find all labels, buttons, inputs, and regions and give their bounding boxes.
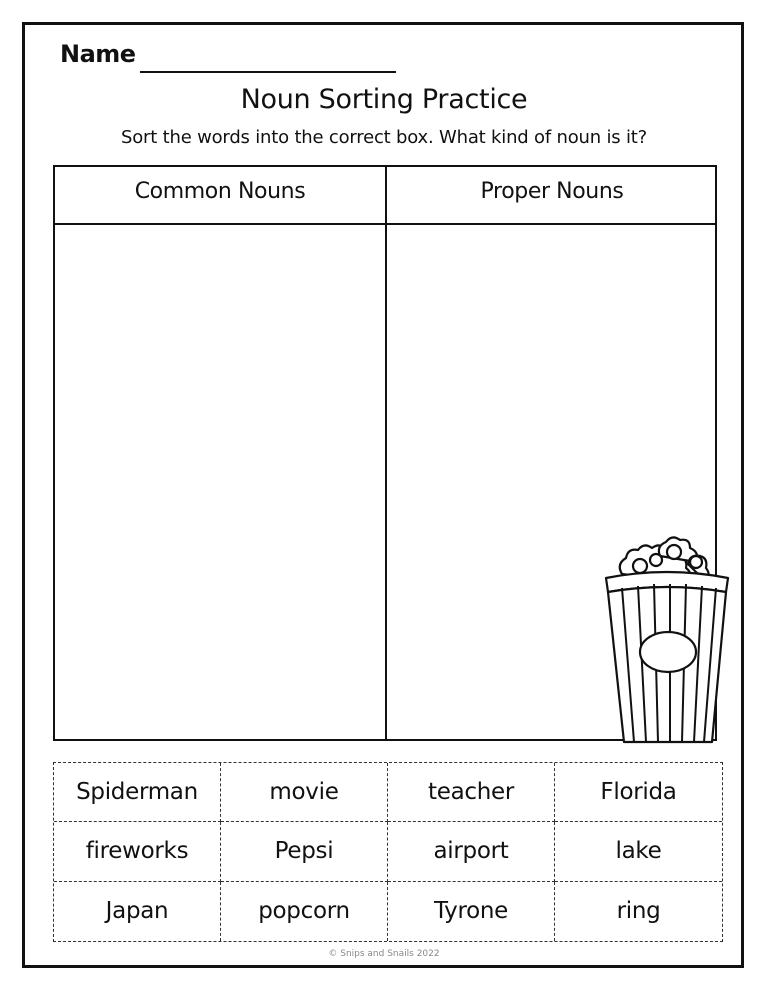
column-divider bbox=[385, 167, 387, 739]
word-card[interactable]: airport bbox=[388, 822, 555, 881]
word-card[interactable]: fireworks bbox=[54, 822, 221, 881]
worksheet-title: Noun Sorting Practice bbox=[240, 84, 528, 115]
word-card[interactable]: Pepsi bbox=[221, 822, 388, 881]
word-card[interactable]: Japan bbox=[54, 882, 221, 941]
word-card[interactable]: Spiderman bbox=[54, 763, 221, 822]
word-card[interactable]: popcorn bbox=[221, 882, 388, 941]
word-card[interactable]: lake bbox=[555, 822, 722, 881]
instructions: Sort the words into the correct box. What kind of noun is it? bbox=[121, 127, 647, 148]
word-card[interactable]: teacher bbox=[388, 763, 555, 822]
common-nouns-header: Common Nouns bbox=[134, 179, 306, 204]
word-card[interactable]: Florida bbox=[555, 763, 722, 822]
word-card[interactable]: ring bbox=[616, 898, 661, 925]
word-cards-grid bbox=[53, 762, 723, 942]
proper-nouns-header: Proper Nouns bbox=[480, 179, 624, 204]
word-card[interactable]: movie bbox=[221, 763, 388, 822]
popcorn-bucket-icon bbox=[600, 526, 734, 744]
copyright-text: © Snips and Snails 2022 bbox=[328, 949, 440, 959]
word-card[interactable]: Tyrone bbox=[388, 882, 555, 941]
name-label: Name bbox=[60, 40, 136, 68]
name-line bbox=[140, 71, 396, 73]
